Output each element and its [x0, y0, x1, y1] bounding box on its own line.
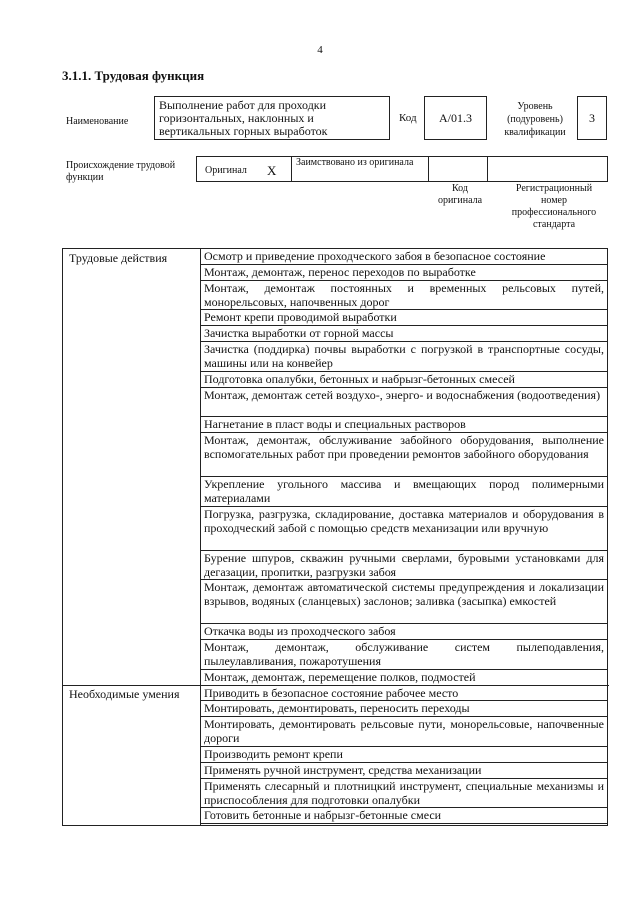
- skill-row: Применять слесарный и плотницкий инструмент, специальные механизмы и приспособления для подготовки опалубки: [201, 779, 607, 809]
- kod-label: Код: [399, 112, 417, 124]
- borrowed-cell: [291, 156, 429, 182]
- naimenovanie-label: Наименование: [66, 116, 129, 127]
- reg-number-cell: [487, 156, 608, 182]
- borrowed-label: Заимствовано из оригинала: [296, 157, 414, 168]
- kod-value: A/01.3: [439, 110, 472, 125]
- labor-action-row: Зачистка (поддирка) почвы выработки с погрузкой в транспортные сосуды, машины или на конвейер: [201, 342, 607, 372]
- labor-action-row: Монтаж, демонтаж постоянных и временных рельсовых путей, монорельсовых, напочвенных дорог: [201, 281, 607, 311]
- labor-action-row: Ремонт крепи проводимой выработки: [201, 310, 607, 326]
- origin-row: [196, 156, 608, 182]
- labor-action-row: Зачистка выработки от горной массы: [201, 326, 607, 342]
- original-label: Оригинал: [205, 165, 247, 176]
- function-name: Выполнение работ для проходки горизонтальных, наклонных и вертикальных горных выработок: [159, 98, 328, 138]
- kod-originala-label: Код оригинала: [437, 183, 483, 206]
- function-name-box: [154, 96, 390, 140]
- skill-row: Монтировать, демонтировать, переносить переходы: [201, 701, 607, 717]
- labor-action-row: Осмотр и приведение проходческого забоя в безопасное состояние: [201, 249, 607, 265]
- kod-value-box: [424, 96, 487, 140]
- labor-actions-label: Трудовые действия: [69, 251, 168, 265]
- labor-action-row: Нагнетание в пласт воды и специальных растворов: [201, 417, 607, 433]
- level-value: 3: [589, 110, 595, 125]
- level-value-box: [577, 96, 607, 140]
- labor-action-row: Монтаж, демонтаж, перенос переходов по выработке: [201, 265, 607, 281]
- labor-action-row: Монтаж, демонтаж, обслуживание забойного оборудования, выполнение вспомогательных работ при проведении ремонтов забойного оборудования: [201, 433, 607, 477]
- section-title: 3.1.1. Трудовая функция: [62, 68, 205, 83]
- labor-action-row: Монтаж, демонтаж, обслуживание систем пылеподавления, пылеулавливания, пожаротушения: [201, 640, 607, 670]
- skills-label: Необходимые умения: [69, 686, 180, 701]
- labor-action-row: Бурение шпуров, скважин ручными сверлами, буровыми установками для дегазации, пропитки, разгрузки забоя: [201, 551, 607, 581]
- labor-action-row: Монтаж, демонтаж сетей воздухо-, энерго- и водоснабжения (водоотведения): [201, 388, 607, 418]
- labor-action-row: Подготовка опалубки, бетонных и набрызг-бетонных смесей: [201, 372, 607, 388]
- original-cell: [196, 156, 292, 182]
- kod-originala-cell: [428, 156, 488, 182]
- labor-action-row: Монтаж, демонтаж, перемещение полков, подмостей: [201, 670, 607, 686]
- labor-action-row: Откачка воды из проходческого забоя: [201, 624, 607, 640]
- labor-action-row: Укрепление угольного массива и вмещающих пород полимерными материалами: [201, 477, 607, 507]
- left-column: [63, 249, 201, 825]
- labor-action-row: Погрузка, разгрузка, складирование, доставка материалов и оборудования в проходческий забой с помощью средств механизации или вручную: [201, 507, 607, 551]
- skill-row: Монтировать, демонтировать рельсовые пути, монорельсовые, напочвенные дороги: [201, 717, 607, 747]
- skill-row: Производить ремонт крепи: [201, 747, 607, 763]
- reg-number-label: Регистрационный номер профессионального стандарта: [511, 183, 597, 230]
- skill-row: Готовить бетонные и набрызг-бетонные смеси: [201, 808, 607, 824]
- skill-row: Приводить в безопасное состояние рабочее место: [201, 686, 607, 702]
- skill-row: Применять ручной инструмент, средства механизации: [201, 763, 607, 779]
- level-label: Уровень (подуровень) квалификации: [504, 101, 566, 138]
- origin-label: Происхождение трудовой функции: [66, 160, 176, 183]
- page-number: 4: [317, 44, 323, 56]
- original-mark: X: [267, 163, 277, 178]
- labor-action-row: Монтаж, демонтаж автоматической системы предупреждения и локализации взрывов, водяных (сланцевых) заслонов; заливка (засыпка) емкостей: [201, 580, 607, 624]
- labor-function-table: [62, 248, 608, 826]
